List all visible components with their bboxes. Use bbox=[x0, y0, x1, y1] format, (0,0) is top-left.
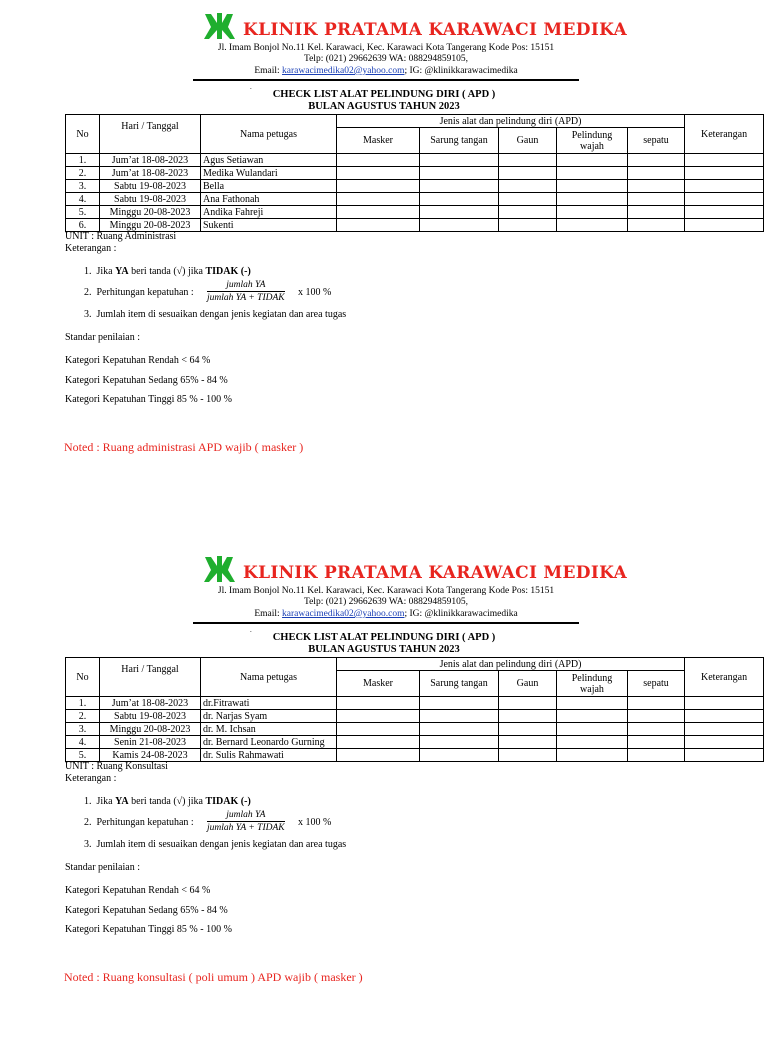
cell-remarks bbox=[685, 736, 764, 749]
row-staff-name: Agus Setiawan bbox=[201, 154, 337, 167]
keterangan-label: Keterangan : bbox=[65, 773, 117, 784]
checklist-period: BULAN AGUSTUS TAHUN 2023 bbox=[308, 101, 460, 112]
logo-right-lower bbox=[222, 570, 235, 582]
cell-remarks bbox=[685, 154, 764, 167]
checklist-section bbox=[0, 543, 768, 1055]
apd-checklist-table bbox=[65, 657, 764, 762]
category-low: Kategori Kepatuhan Rendah < 64 % bbox=[65, 355, 211, 366]
compliance-formula-label: Perhitungan kepatuhan : bbox=[96, 287, 194, 298]
stray-mark: . bbox=[250, 83, 252, 91]
cell-shoes bbox=[628, 710, 685, 723]
item3-text: Jumlah item di sesuaikan dengan jenis kegiatan dan area tugas bbox=[96, 839, 347, 850]
cell-face-shield bbox=[557, 723, 628, 736]
cell-mask bbox=[337, 154, 420, 167]
category-medium: Kategori Kepatuhan Sedang 65% - 84 % bbox=[65, 375, 228, 386]
header-apd-group: Jenis alat dan pelindung diri (APD) bbox=[337, 658, 685, 671]
cell-shoes bbox=[628, 736, 685, 749]
row-number: 3. bbox=[66, 180, 100, 193]
noted-text: Noted : Ruang administrasi APD wajib ( masker ) bbox=[64, 440, 304, 454]
item1-text-a: Jika bbox=[96, 796, 116, 807]
rule-item-1 bbox=[84, 266, 251, 277]
cell-face-shield bbox=[557, 154, 628, 167]
cell-mask bbox=[337, 736, 420, 749]
row-number: 4. bbox=[66, 736, 100, 749]
fraction-denominator: jumlah YA + TIDAK bbox=[207, 823, 285, 833]
cell-gloves bbox=[420, 219, 499, 232]
cell-gown bbox=[499, 219, 557, 232]
clinic-name: KLINIK PRATAMA KARAWACI MEDIKA bbox=[243, 563, 627, 583]
phone-line: Telp: (021) 29662639 WA: 088294859105, bbox=[303, 597, 469, 607]
stray-mark: . bbox=[250, 626, 252, 634]
header-divider bbox=[193, 79, 579, 81]
table-row bbox=[66, 723, 764, 736]
cell-face-shield bbox=[557, 749, 628, 762]
cell-gown bbox=[499, 193, 557, 206]
cell-shoes bbox=[628, 193, 685, 206]
cell-shoes bbox=[628, 167, 685, 180]
cell-remarks bbox=[685, 219, 764, 232]
cell-gown bbox=[499, 697, 557, 710]
row-number: 2. bbox=[66, 167, 100, 180]
row-staff-name: dr. Bernard Leonardo Gurning bbox=[201, 736, 337, 749]
cell-shoes bbox=[628, 723, 685, 736]
logo-left-lower bbox=[204, 570, 217, 582]
standard-label: Standar penilaian : bbox=[65, 332, 140, 343]
category-high: Kategori Kepatuhan Tinggi 85 % - 100 % bbox=[65, 924, 232, 935]
instagram-text: ; IG: @klinikkarawacimedika bbox=[404, 609, 518, 619]
row-date: Minggu 20-08-2023 bbox=[100, 723, 201, 736]
header-face-shield: Pelindung wajah bbox=[557, 128, 628, 154]
cell-remarks bbox=[685, 167, 764, 180]
row-staff-name: Bella bbox=[201, 180, 337, 193]
table-row bbox=[66, 193, 764, 206]
table-row bbox=[66, 749, 764, 762]
header-date: Hari / Tanggal bbox=[100, 658, 201, 697]
cell-gloves bbox=[420, 749, 499, 762]
rule-item-3 bbox=[84, 839, 346, 850]
cell-face-shield bbox=[557, 180, 628, 193]
clinic-name: KLINIK PRATAMA KARAWACI MEDIKA bbox=[243, 20, 627, 40]
row-number: 1. bbox=[66, 154, 100, 167]
cell-gown bbox=[499, 154, 557, 167]
row-date: Minggu 20-08-2023 bbox=[100, 219, 201, 232]
header-gown: Gaun bbox=[499, 128, 557, 154]
item-number: 2. bbox=[84, 287, 92, 298]
item-number: 3. bbox=[84, 309, 92, 320]
clinic-logo-icon bbox=[203, 554, 235, 584]
email-line bbox=[193, 66, 579, 78]
row-number: 2. bbox=[66, 710, 100, 723]
item1-text-b: beri tanda bbox=[128, 796, 174, 807]
row-date: Sabtu 19-08-2023 bbox=[100, 710, 201, 723]
checklist-section bbox=[0, 0, 768, 512]
cell-gloves bbox=[420, 723, 499, 736]
item1-text-b: beri tanda bbox=[128, 266, 174, 277]
logo-right-upper bbox=[222, 14, 233, 27]
compliance-fraction bbox=[207, 809, 285, 834]
row-number: 5. bbox=[66, 206, 100, 219]
header-no: No bbox=[66, 115, 100, 154]
category-high: Kategori Kepatuhan Tinggi 85 % - 100 % bbox=[65, 394, 232, 405]
address-line: Jl. Imam Bonjol No.11 Kel. Karawaci, Kec. Karawaci Kota Tangerang Kode Pos: 15151 bbox=[217, 586, 555, 596]
standard-label: Standar penilaian : bbox=[65, 862, 140, 873]
cell-gown bbox=[499, 736, 557, 749]
cell-gloves bbox=[420, 154, 499, 167]
cell-gown bbox=[499, 206, 557, 219]
table-row bbox=[66, 697, 764, 710]
email-label: Email: bbox=[254, 609, 280, 619]
item-number: 2. bbox=[84, 817, 92, 828]
header-remarks: Keterangan bbox=[685, 115, 764, 154]
cell-face-shield bbox=[557, 167, 628, 180]
row-date: Sabtu 19-08-2023 bbox=[100, 180, 201, 193]
cell-gloves bbox=[420, 736, 499, 749]
cell-mask bbox=[337, 710, 420, 723]
logo-stem bbox=[217, 556, 222, 582]
item1-text-c: jika bbox=[185, 266, 206, 277]
cell-mask bbox=[337, 206, 420, 219]
checklist-period: BULAN AGUSTUS TAHUN 2023 bbox=[308, 644, 460, 655]
unit-label: UNIT : Ruang Konsultasi bbox=[65, 761, 168, 772]
row-date: Sabtu 19-08-2023 bbox=[100, 193, 201, 206]
cell-face-shield bbox=[557, 710, 628, 723]
cell-shoes bbox=[628, 180, 685, 193]
logo-right-lower bbox=[222, 27, 235, 39]
row-date: Kamis 24-08-2023 bbox=[100, 749, 201, 762]
cell-gown bbox=[499, 723, 557, 736]
row-staff-name: dr.Fitrawati bbox=[201, 697, 337, 710]
row-date: Minggu 20-08-2023 bbox=[100, 206, 201, 219]
row-number: 1. bbox=[66, 697, 100, 710]
cell-gloves bbox=[420, 697, 499, 710]
cell-remarks bbox=[685, 710, 764, 723]
cell-gloves bbox=[420, 180, 499, 193]
email-link[interactable]: karawacimedika02@yahoo.com bbox=[282, 609, 405, 619]
header-staff-name: Nama petugas bbox=[201, 658, 337, 697]
header-apd-group: Jenis alat dan pelindung diri (APD) bbox=[337, 115, 685, 128]
cell-face-shield bbox=[557, 697, 628, 710]
header-mask: Masker bbox=[337, 671, 420, 697]
row-staff-name: dr. Narjas Syam bbox=[201, 710, 337, 723]
fraction-multiplier: x 100 % bbox=[298, 817, 332, 828]
row-staff-name: Medika Wulandari bbox=[201, 167, 337, 180]
logo-left-upper bbox=[205, 557, 217, 570]
rule-item-2 bbox=[84, 817, 194, 828]
table-row bbox=[66, 154, 764, 167]
email-link[interactable]: karawacimedika02@yahoo.com bbox=[282, 66, 405, 76]
row-staff-name: Ana Fathonah bbox=[201, 193, 337, 206]
row-number: 6. bbox=[66, 219, 100, 232]
cell-remarks bbox=[685, 193, 764, 206]
row-date: Jum’at 18-08-2023 bbox=[100, 697, 201, 710]
cell-mask bbox=[337, 723, 420, 736]
cell-gloves bbox=[420, 710, 499, 723]
cell-mask bbox=[337, 193, 420, 206]
cell-face-shield bbox=[557, 736, 628, 749]
cell-face-shield bbox=[557, 193, 628, 206]
rule-item-1 bbox=[84, 796, 251, 807]
cell-remarks bbox=[685, 180, 764, 193]
logo-stem bbox=[217, 13, 222, 39]
cell-remarks bbox=[685, 206, 764, 219]
header-remarks: Keterangan bbox=[685, 658, 764, 697]
row-staff-name: dr. M. Ichsan bbox=[201, 723, 337, 736]
cell-shoes bbox=[628, 154, 685, 167]
category-medium: Kategori Kepatuhan Sedang 65% - 84 % bbox=[65, 905, 228, 916]
cell-remarks bbox=[685, 697, 764, 710]
cell-gloves bbox=[420, 206, 499, 219]
logo-left-lower bbox=[204, 27, 217, 39]
header-mask: Masker bbox=[337, 128, 420, 154]
header-staff-name: Nama petugas bbox=[201, 115, 337, 154]
header-gloves: Sarung tangan bbox=[420, 128, 499, 154]
checkmark-symbol: (√) bbox=[173, 266, 186, 277]
compliance-fraction bbox=[207, 279, 285, 304]
row-date: Senin 21-08-2023 bbox=[100, 736, 201, 749]
header-shoes: sepatu bbox=[628, 128, 685, 154]
category-low: Kategori Kepatuhan Rendah < 64 % bbox=[65, 885, 211, 896]
header-no: No bbox=[66, 658, 100, 697]
apd-checklist-table bbox=[65, 114, 764, 232]
row-staff-name: Andika Fahreji bbox=[201, 206, 337, 219]
header-gown: Gaun bbox=[499, 671, 557, 697]
fraction-multiplier: x 100 % bbox=[298, 287, 332, 298]
row-number: 3. bbox=[66, 723, 100, 736]
header-date: Hari / Tanggal bbox=[100, 115, 201, 154]
cell-gown bbox=[499, 710, 557, 723]
row-date: Jum’at 18-08-2023 bbox=[100, 167, 201, 180]
checkmark-symbol: (√) bbox=[173, 796, 186, 807]
item-number: 3. bbox=[84, 839, 92, 850]
header-face-shield: Pelindung wajah bbox=[557, 671, 628, 697]
table-row bbox=[66, 710, 764, 723]
item1-text-a: Jika bbox=[96, 266, 116, 277]
header-shoes: sepatu bbox=[628, 671, 685, 697]
cell-gloves bbox=[420, 193, 499, 206]
cell-shoes bbox=[628, 219, 685, 232]
item3-text: Jumlah item di sesuaikan dengan jenis kegiatan dan area tugas bbox=[96, 309, 347, 320]
fraction-numerator: jumlah YA bbox=[226, 810, 266, 820]
instagram-text: ; IG: @klinikkarawacimedika bbox=[404, 66, 518, 76]
checklist-title: CHECK LIST ALAT PELINDUNG DIRI ( APD ) bbox=[272, 89, 496, 100]
logo-left-upper bbox=[205, 14, 217, 27]
row-staff-name: Sukenti bbox=[201, 219, 337, 232]
cell-mask bbox=[337, 749, 420, 762]
header-gloves: Sarung tangan bbox=[420, 671, 499, 697]
fraction-numerator: jumlah YA bbox=[226, 280, 266, 290]
cell-gown bbox=[499, 167, 557, 180]
item-number: 1. bbox=[84, 796, 92, 807]
table-row bbox=[66, 219, 764, 232]
checklist-title: CHECK LIST ALAT PELINDUNG DIRI ( APD ) bbox=[272, 632, 496, 643]
address-line: Jl. Imam Bonjol No.11 Kel. Karawaci, Kec. Karawaci Kota Tangerang Kode Pos: 15151 bbox=[217, 43, 555, 53]
cell-shoes bbox=[628, 697, 685, 710]
cell-gown bbox=[499, 180, 557, 193]
row-date: Jum’at 18-08-2023 bbox=[100, 154, 201, 167]
unit-label: UNIT : Ruang Administrasi bbox=[65, 231, 177, 242]
cell-mask bbox=[337, 697, 420, 710]
logo-right-upper bbox=[222, 557, 233, 570]
cell-mask bbox=[337, 167, 420, 180]
item1-ya: YA bbox=[115, 796, 129, 807]
compliance-formula-label: Perhitungan kepatuhan : bbox=[96, 817, 194, 828]
item-number: 1. bbox=[84, 266, 92, 277]
clinic-logo-icon bbox=[203, 11, 235, 41]
header-divider bbox=[193, 622, 579, 624]
cell-shoes bbox=[628, 749, 685, 762]
phone-line: Telp: (021) 29662639 WA: 088294859105, bbox=[303, 54, 469, 64]
cell-gloves bbox=[420, 167, 499, 180]
cell-face-shield bbox=[557, 206, 628, 219]
cell-mask bbox=[337, 180, 420, 193]
cell-remarks bbox=[685, 749, 764, 762]
table-row bbox=[66, 736, 764, 749]
row-number: 4. bbox=[66, 193, 100, 206]
cell-mask bbox=[337, 219, 420, 232]
cell-remarks bbox=[685, 723, 764, 736]
cell-gown bbox=[499, 749, 557, 762]
table-row bbox=[66, 180, 764, 193]
table-row bbox=[66, 206, 764, 219]
keterangan-label: Keterangan : bbox=[65, 243, 117, 254]
row-staff-name: dr. Sulis Rahmawati bbox=[201, 749, 337, 762]
item1-tidak: TIDAK (-) bbox=[205, 266, 251, 277]
item1-ya: YA bbox=[115, 266, 129, 277]
row-number: 5. bbox=[66, 749, 100, 762]
item1-tidak: TIDAK (-) bbox=[205, 796, 251, 807]
email-label: Email: bbox=[254, 66, 280, 76]
fraction-denominator: jumlah YA + TIDAK bbox=[207, 293, 285, 303]
rule-item-3 bbox=[84, 309, 346, 320]
noted-text: Noted : Ruang konsultasi ( poli umum ) APD wajib ( masker ) bbox=[64, 970, 363, 984]
email-line bbox=[193, 609, 579, 621]
item1-text-c: jika bbox=[185, 796, 206, 807]
cell-face-shield bbox=[557, 219, 628, 232]
table-row bbox=[66, 167, 764, 180]
rule-item-2 bbox=[84, 287, 194, 298]
cell-shoes bbox=[628, 206, 685, 219]
